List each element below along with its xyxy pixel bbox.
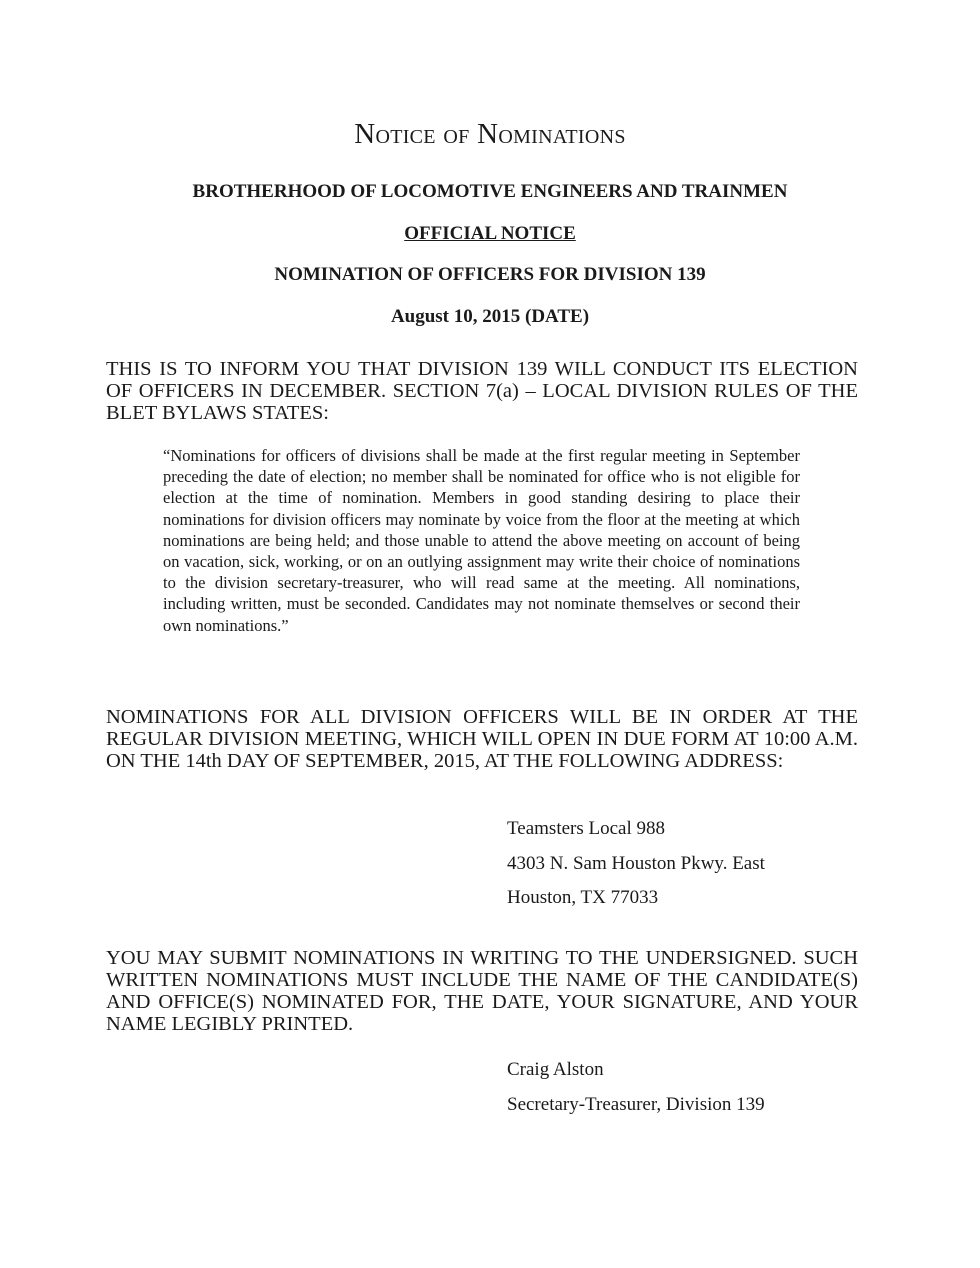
meeting-info-paragraph: NOMINATIONS FOR ALL DIVISION OFFICERS WILL BE IN ORDER AT THE REGULAR DIVISION MEETING, WHICH WILL OPEN IN DUE FORM AT 10:00 A.M. ON THE 14th DAY OF SEPTEMBER, 2015, AT THE FOLLOWING ADDRESS: xyxy=(106,706,858,772)
election-intro-paragraph: THIS IS TO INFORM YOU THAT DIVISION 139 WILL CONDUCT ITS ELECTION OF OFFICERS IN DECEMBER. SECTION 7(a) – LOCAL DIVISION RULES OF THE BLET BYLAWS STATES: xyxy=(106,358,858,424)
address-line-1: Teamsters Local 988 xyxy=(507,818,666,839)
official-notice-heading: OFFICIAL NOTICE xyxy=(404,223,576,244)
signatory-name: Craig Alston xyxy=(507,1059,604,1080)
signatory-role: Secretary-Treasurer, Division 139 xyxy=(507,1094,765,1115)
nomination-heading: NOMINATION OF OFFICERS FOR DIVISION 139 xyxy=(274,264,706,285)
address-line-2: 4303 N. Sam Houston Pkwy. East xyxy=(507,853,765,874)
written-nominations-paragraph: YOU MAY SUBMIT NOMINATIONS IN WRITING TO THE UNDERSIGNED. SUCH WRITTEN NOMINATIONS MUST INCLUDE THE NAME OF THE CANDIDATE(S) AND OFFICE(S) NOMINATED FOR, THE DATE, YOUR SIGNATURE, AND YOUR NAME LEGIBLY PRINTED. xyxy=(106,947,858,1035)
notice-date: August 10, 2015 (DATE) xyxy=(390,306,590,327)
document-title: Notice of Nominations xyxy=(354,118,626,150)
bylaw-quote: “Nominations for officers of divisions shall be made at the first regular meeting in September preceding the date of election; no member shall be nominated for office who is not eligible for election at the time of nomination. Members in good standing desiring to place their nominations for division officers may nominate by voice from the floor at the meeting at which nominations are being held; and those unable to attend the above meeting on account of being on vacation, sick, working, or on an outlying assignment may write their choice of nominations to the division secretary-treasurer, who will read same at the meeting. All nominations, including written, must be seconded. Candidates may not nominate themselves or second their own nominations.” xyxy=(163,446,800,635)
organization-name: BROTHERHOOD OF LOCOMOTIVE ENGINEERS AND TRAINMEN xyxy=(192,181,788,202)
address-line-3: Houston, TX 77033 xyxy=(507,887,659,908)
